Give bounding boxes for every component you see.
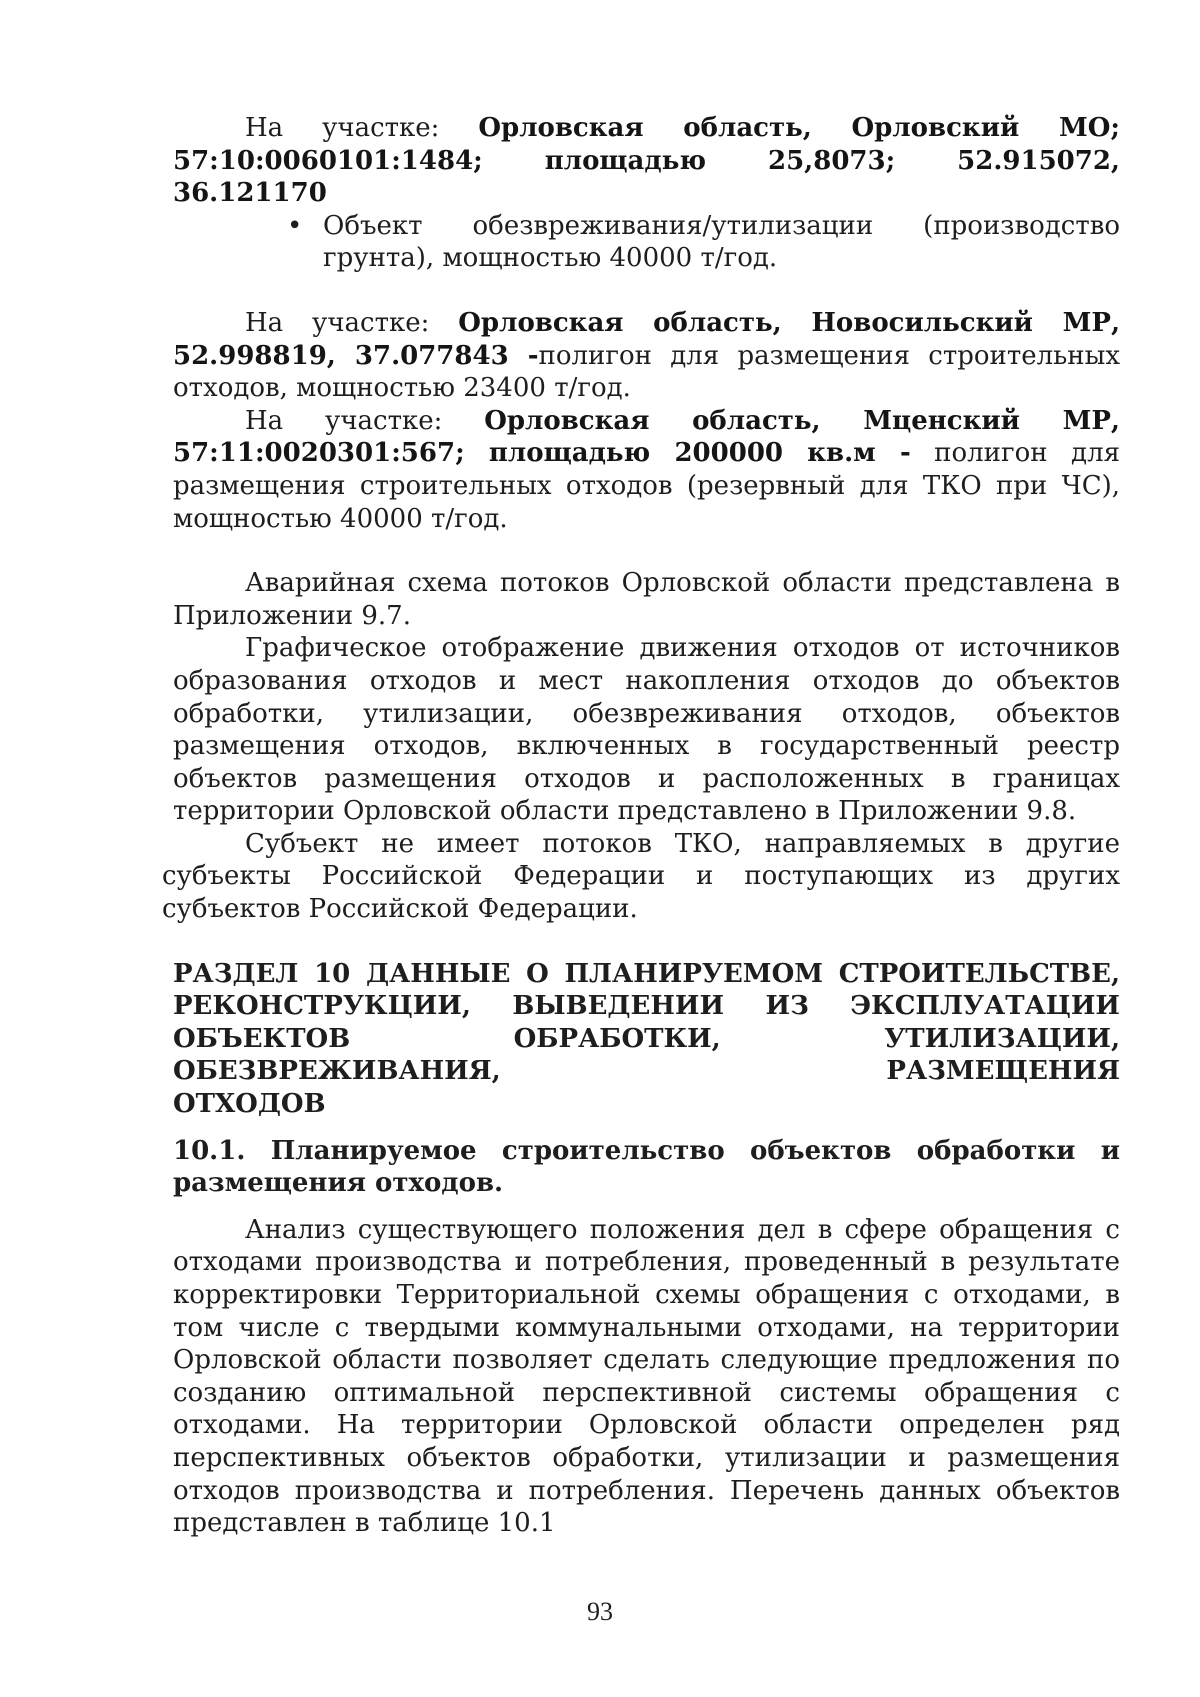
site-mtsensky-paragraph [173,405,1120,535]
analysis-paragraph: Анализ существующего положения дел в сфере обращения с отходами производства и потребления, проведенный в результате корректировки Территориальной схемы обращения с отходами, в том числе с твердыми коммунальными отходами, на территории Орловской области позволяет сделать следующие предложения по созданию оптимальной перспективной системы обращения с отходами. На территории Орловской области определен ряд перспективных объектов обработки, утилизации и размещения отходов производства и потребления. Перечень данных объектов представлен в таблице 10.1 [173,1214,1120,1539]
site-novosilsky-location: Орловская область, Новосильский МР, 52.998819, 37.077843 - [173,307,1120,371]
site-novosilsky-description: полигон для размещения строительных отходов, мощностью 23400 т/год. [173,340,1120,404]
section-heading [173,958,1120,1121]
list-item [287,210,1120,275]
bullet-icon: • [287,210,303,241]
site-novosilsky-paragraph [173,307,1120,405]
site-label: На участке: [245,113,479,143]
section-heading-main: РАЗДЕЛ 10 ДАННЫЕ О ПЛАНИРУЕМОМ СТРОИТЕЛЬСТВЕ, РЕКОНСТРУКЦИИ, ВЫВЕДЕНИИ ИЗ ЭКСПЛУАТАЦИИ ОБЪЕКТОВ ОБРАБОТКИ, УТИЛИЗАЦИИ, ОБЕЗВРЕЖИВАНИЯ, РАЗМЕЩЕНИЯ [173,958,1120,1087]
site-orlovsky-paragraph [173,112,1120,210]
site-label: На участке: [245,405,485,436]
facility-list [173,210,1120,275]
section-heading-last: ОТХОДОВ [173,1089,326,1120]
graphic-display-paragraph: Графическое отображение движения отходов от источников образования отходов и мест накопления отходов до объектов обработки, утилизации, обезвреживания отходов, объектов размещения отходов, включенных в государственный реестр объектов размещения отходов и расположенных в границах территории Орловской области представлено в Приложении 9.8. [173,633,1120,827]
subject-flows-paragraph: Субъект не имеет потоков ТКО, направляемых в другие субъекты Российской Федерации и поступающих из других субъектов Российской Федерации. [162,828,1120,925]
site-orlovsky-location: Орловская область, Орловский МО; 57:10:0060101:1484; площадью 25,8073; 52.915072, 36.121170 [173,113,1120,209]
site-label: На участке: [245,307,459,338]
document-page [162,112,1120,1540]
emergency-scheme-paragraph: Аварийная схема потоков Орловской области представлена в Приложении 9.7. [173,568,1120,631]
subsection-heading-line2: размещения отходов. [173,1168,504,1199]
facility-orlovsky: Объект обезвреживания/утилизации (производство грунта), мощностью 40000 т/год. [323,210,1120,274]
page-number: 93 [587,1597,613,1626]
subsection-heading-line1: 10.1. Планируемое строительство объектов обработки и [173,1135,1120,1166]
site-mtsensky-description: полигон для размещения строительных отходов (резервный для ТКО при ЧС), мощностью 40000 т/год. [173,438,1120,534]
site-mtsensky-location: Орловская область, Мценский МР, 57:11:0020301:567; площадью 200000 кв.м - [173,405,1120,469]
subsection-heading [173,1135,1120,1200]
